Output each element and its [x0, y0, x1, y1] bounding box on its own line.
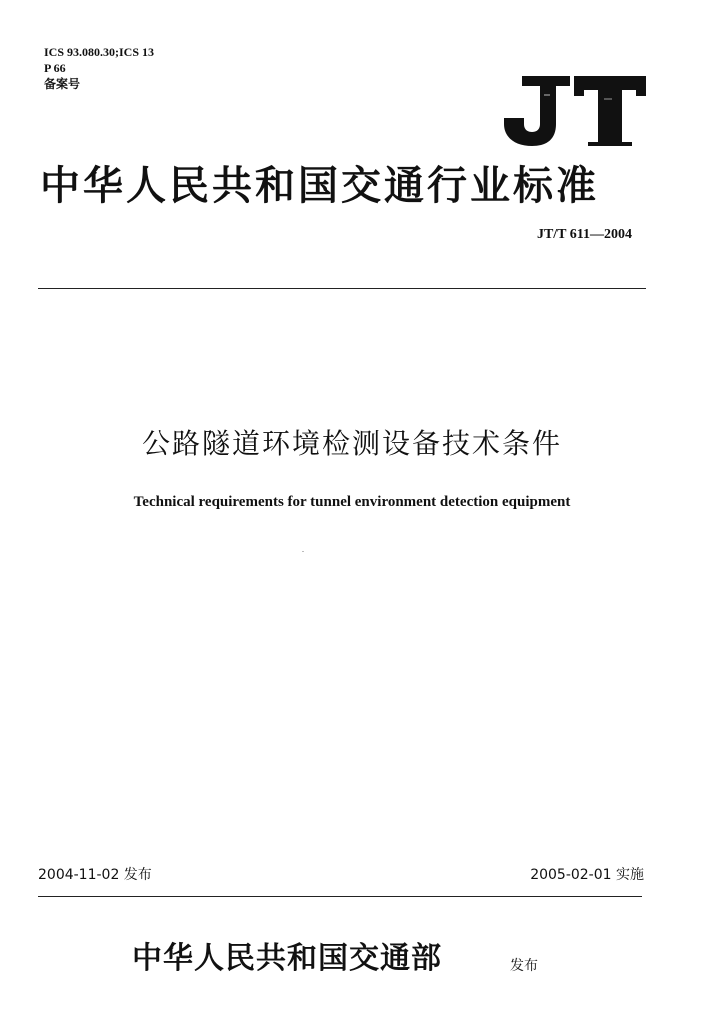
publisher-name: 中华人民共和国交通部	[132, 941, 442, 976]
jt-logo	[500, 74, 648, 148]
header-divider	[38, 288, 646, 289]
issuing-organization-title: 中华人民共和国交通行业标准	[40, 162, 599, 209]
scan-speck	[302, 551, 304, 552]
document-title-chinese: 公路隧道环境检测设备技术条件	[141, 427, 562, 460]
issue-date: 2004-11-02 发布	[38, 867, 152, 883]
publish-label: 发布	[510, 958, 538, 974]
ics-code: ICS 93.080.30;ICS 13	[44, 45, 155, 59]
implementation-date: 2005-02-01 实施	[530, 867, 644, 883]
standard-number: JT/T 611—2004	[536, 227, 632, 242]
classification-block	[44, 44, 154, 92]
document-title-english: Technical requirements for tunnel environment detection equipment	[133, 494, 571, 510]
category-code: P 66	[44, 61, 66, 75]
footer-divider	[38, 896, 642, 897]
record-number-label: 备案号	[44, 77, 81, 91]
